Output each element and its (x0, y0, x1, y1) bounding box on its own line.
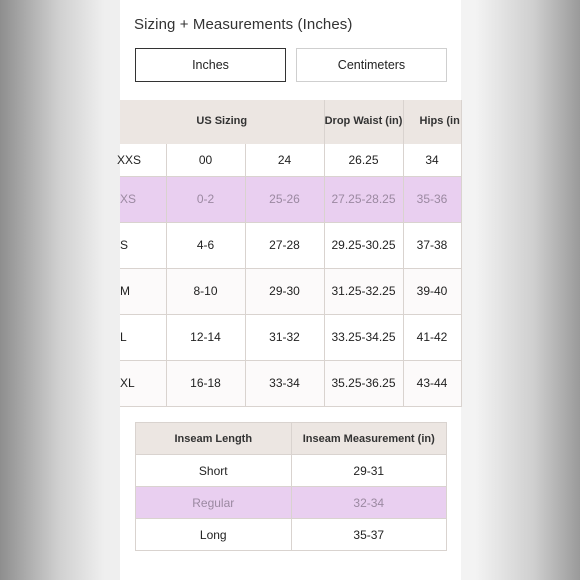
table-row (120, 268, 461, 314)
inseam-table-header (136, 423, 447, 455)
hips-cell: 41-42 (403, 314, 461, 360)
inseam-measurement-cell: 29-31 (291, 455, 447, 487)
us-size-cell: 0-2 (166, 176, 245, 222)
centimeters-button[interactable]: Centimeters (296, 48, 447, 82)
waist-cell: 29-30 (245, 268, 324, 314)
inseam-length-cell: Regular (136, 487, 292, 519)
waist-cell: 27-28 (245, 222, 324, 268)
us-size-cell: 16-18 (166, 360, 245, 406)
hips-cell: 34 (403, 144, 461, 176)
drop-waist-cell: 29.25-30.25 (324, 222, 403, 268)
hips-cell: 39-40 (403, 268, 461, 314)
us-size-cell: 00 (166, 144, 245, 176)
header-us-sizing: US Sizing (120, 100, 324, 144)
header-inseam-length: Inseam Length (136, 423, 292, 455)
header-inseam-measurement: Inseam Measurement (in) (291, 423, 447, 455)
size-chart-table (117, 100, 462, 407)
hips-cell: 43-44 (403, 360, 461, 406)
size-label: XL (120, 360, 166, 406)
table-row (136, 519, 447, 551)
drop-waist-cell: 26.25 (324, 144, 403, 176)
table-row (120, 222, 461, 268)
table-row (120, 176, 461, 222)
inseam-table (135, 422, 447, 551)
waist-cell: 33-34 (245, 360, 324, 406)
inches-button[interactable]: Inches (135, 48, 286, 82)
waist-cell: 31-32 (245, 314, 324, 360)
inseam-length-cell: Short (136, 455, 292, 487)
hips-cell: 35-36 (403, 176, 461, 222)
drop-waist-cell: 31.25-32.25 (324, 268, 403, 314)
waist-cell: 24 (245, 144, 324, 176)
us-size-cell: 12-14 (166, 314, 245, 360)
table-row (120, 144, 461, 176)
table-row (120, 314, 461, 360)
table-row (120, 360, 461, 406)
waist-cell: 25-26 (245, 176, 324, 222)
size-label: XS (120, 176, 166, 222)
header-hips: Hips (in (403, 100, 461, 144)
us-size-cell: 4-6 (166, 222, 245, 268)
us-size-cell: 8-10 (166, 268, 245, 314)
size-label: L (120, 314, 166, 360)
size-label: XXS (120, 144, 166, 176)
drop-waist-cell: 33.25-34.25 (324, 314, 403, 360)
inseam-measurement-cell: 32-34 (291, 487, 447, 519)
size-label: S (120, 222, 166, 268)
drop-waist-cell: 35.25-36.25 (324, 360, 403, 406)
drop-waist-cell: 27.25-28.25 (324, 176, 403, 222)
page-title: Sizing + Measurements (Inches) (134, 16, 353, 33)
inseam-measurement-cell: 35-37 (291, 519, 447, 551)
size-label: M (120, 268, 166, 314)
table-row (136, 487, 447, 519)
header-drop-waist: Drop Waist (in) (324, 100, 403, 144)
table-row (136, 455, 447, 487)
size-table-header (120, 100, 461, 144)
hips-cell: 37-38 (403, 222, 461, 268)
inseam-length-cell: Long (136, 519, 292, 551)
